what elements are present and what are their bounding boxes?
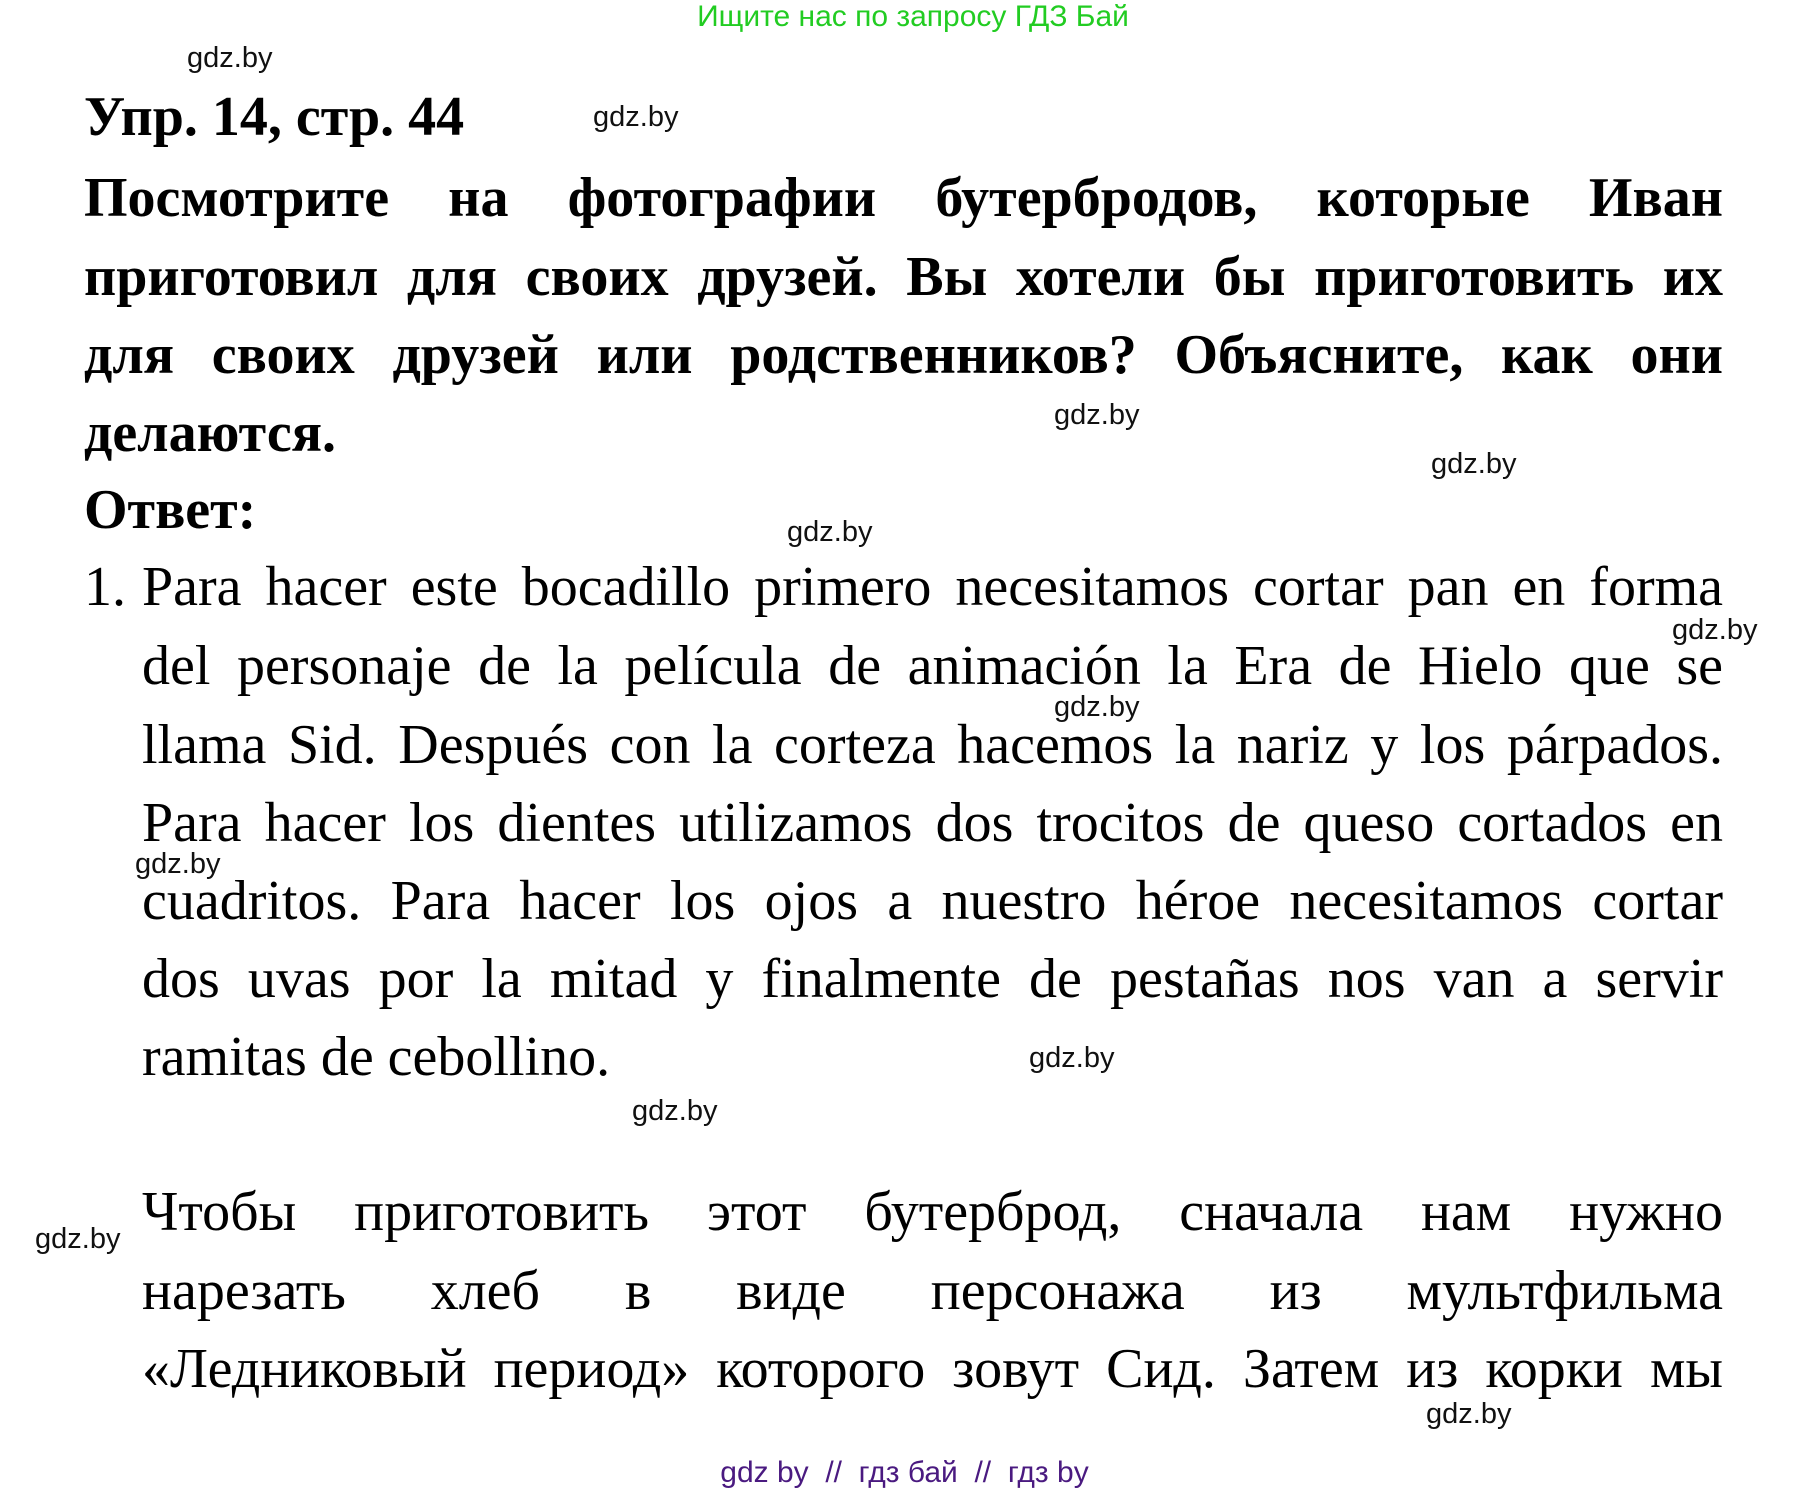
answer-spanish-line: Para hacer los dientes utilizamos dos trocitos de queso cortados en [142,792,1723,854]
answer-spanish-line: del personaje de la película de animación la Era de Hielo que se [142,635,1723,697]
task-line: Посмотрите на фотографии бутербродов, которые Иван [84,167,1723,229]
answer-label: Ответ: [84,479,257,541]
answer-spanish-line: dos uvas por la mitad y finalmente de pestañas nos van a servir [142,948,1723,1010]
watermark: gdz.by [35,1223,121,1255]
watermark: gdz.by [787,516,873,548]
exercise-title: Упр. 14, стр. 44 [84,86,465,148]
task-line: делаются. [84,402,336,464]
answer-spanish-line: ramitas de cebollino. [142,1026,611,1088]
watermark: gdz.by [1054,399,1140,431]
watermark: gdz.by [1029,1042,1115,1074]
footer-links: gdz by // гдз бай // гдз by [720,1456,1089,1489]
watermark: gdz.by [1426,1398,1512,1430]
answer-russian-line: «Ледниковый период» которого зовут Сид. Затем из корки мы [142,1338,1723,1400]
answer-russian-line: Чтобы приготовить этот бутерброд, сначала нам нужно [142,1181,1723,1243]
watermark: gdz.by [1672,614,1758,646]
watermark: gdz.by [135,848,221,880]
watermark: gdz.by [632,1095,718,1127]
answer-russian-line: нарезать хлеб в виде персонажа из мультфильма [142,1260,1723,1322]
answer-spanish-line: cuadritos. Para hacer los ojos a nuestro héroe necesitamos cortar [142,870,1723,932]
search-banner: Ищите нас по запросу ГДЗ Бай [697,0,1129,33]
task-line: для своих друзей или родственников? Объясните, как они [84,324,1723,386]
task-line: приготовил для своих друзей. Вы хотели бы приготовить их [84,246,1723,308]
answer-spanish-line: llama Sid. Después con la corteza hacemos la nariz y los párpados. [142,714,1723,776]
list-number: 1. [84,556,126,618]
watermark: gdz.by [1431,448,1517,480]
watermark: gdz.by [187,42,273,74]
answer-spanish-line: Para hacer este bocadillo primero necesitamos cortar pan en forma [142,556,1723,618]
watermark: gdz.by [1054,691,1140,723]
watermark: gdz.by [593,101,679,133]
